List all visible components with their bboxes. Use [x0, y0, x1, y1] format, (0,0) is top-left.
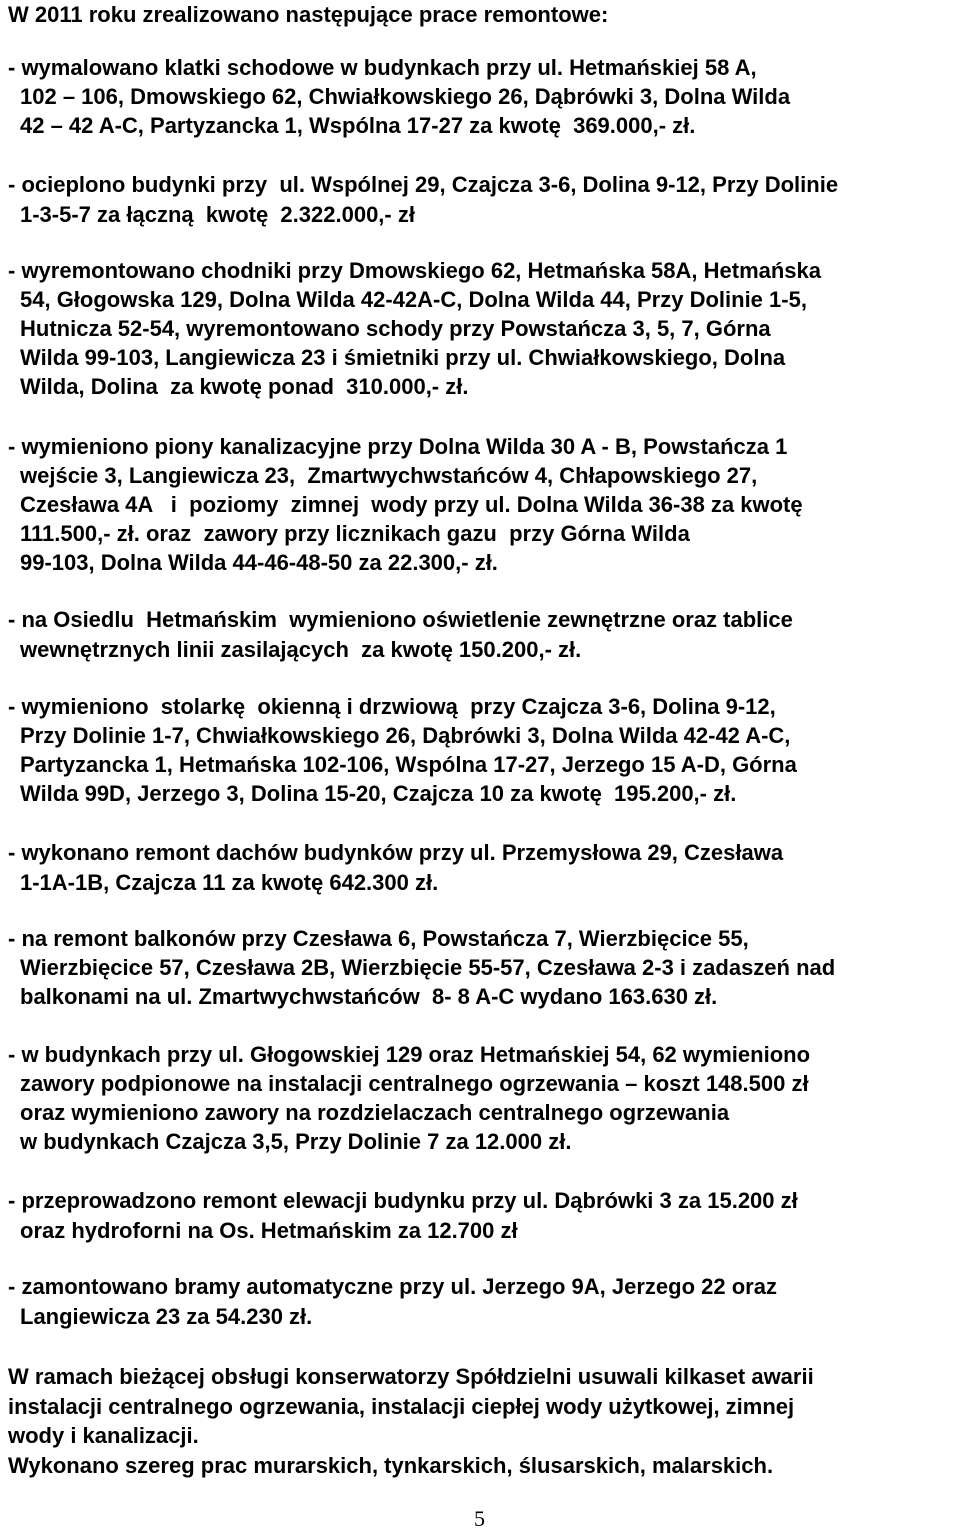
list-item-start: - wyremontowano chodniki przy Dmowskiego 62, Hetmańska 58A, Hetmańska [8, 258, 822, 283]
list-item-start: - na remont balkonów przy Czesława 6, Powstańcza 7, Wierzbięcice 55, [8, 926, 749, 951]
list-item-continuation: Hutnicza 52-54, wyremontowano schody przy Powstańcza 3, 5, 7, Górna [20, 316, 771, 341]
closing-line: W ramach bieżącej obsługi konserwatorzy Spółdzielni usuwali kilkaset awarii [8, 1364, 814, 1389]
list-item-continuation: Czesława 4A i poziomy zimnej wody przy ul. Dolna Wilda 36-38 za kwotę [20, 492, 803, 517]
list-item-continuation: 99-103, Dolna Wilda 44-46-48-50 za 22.300,- zł. [20, 550, 498, 575]
list-item-start: - zamontowano bramy automatyczne przy ul. Jerzego 9A, Jerzego 22 oraz [8, 1274, 777, 1299]
list-item-continuation: 102 – 106, Dmowskiego 62, Chwiałkowskiego 26, Dąbrówki 3, Dolna Wilda [20, 84, 791, 109]
list-item-start: - w budynkach przy ul. Głogowskiej 129 oraz Hetmańskiej 54, 62 wymieniono [8, 1042, 811, 1067]
list-item-continuation: 1-3-5-7 za łączną kwotę 2.322.000,- zł [20, 202, 415, 227]
list-item-start: - wykonano remont dachów budynków przy ul. Przemysłowa 29, Czesława [8, 840, 784, 865]
list-item-continuation: 1-1A-1B, Czajcza 11 za kwotę 642.300 zł. [20, 870, 439, 895]
list-item-continuation: Przy Dolinie 1-7, Chwiałkowskiego 26, Dąbrówki 3, Dolna Wilda 42-42 A-C, [20, 723, 791, 748]
list-item-continuation: wewnętrznych linii zasilających za kwotę 150.200,- zł. [20, 637, 582, 662]
list-item-start: - wymieniono stolarkę okienną i drzwiową przy Czajcza 3-6, Dolina 9-12, [8, 694, 776, 719]
list-item-continuation: w budynkach Czajcza 3,5, Przy Dolinie 7 za 12.000 zł. [20, 1129, 572, 1154]
page-number: 5 [474, 1506, 485, 1531]
list-item-continuation: Wierzbięcice 57, Czesława 2B, Wierzbięcie 55-57, Czesława 2-3 i zadaszeń nad [20, 955, 836, 980]
list-item-continuation: oraz hydroforni na Os. Hetmańskim za 12.700 zł [20, 1218, 518, 1243]
list-item-continuation: 54, Głogowska 129, Dolna Wilda 42-42A-C, Dolna Wilda 44, Przy Dolinie 1-5, [20, 287, 807, 312]
list-item-start: - ocieplono budynki przy ul. Wspólnej 29, Czajcza 3-6, Dolina 9-12, Przy Dolinie [8, 172, 839, 197]
list-item-start: - przeprowadzono remont elewacji budynku przy ul. Dąbrówki 3 za 15.200 zł [8, 1188, 798, 1213]
list-item-continuation: Wilda 99D, Jerzego 3, Dolina 15-20, Czajcza 10 za kwotę 195.200,- zł. [20, 781, 737, 806]
list-item-continuation: oraz wymieniono zawory na rozdzielaczach centralnego ogrzewania [20, 1100, 730, 1125]
list-item-continuation: 42 – 42 A-C, Partyzancka 1, Wspólna 17-27 za kwotę 369.000,- zł. [20, 113, 696, 138]
list-item-start: - na Osiedlu Hetmańskim wymieniono oświetlenie zewnętrzne oraz tablice [8, 607, 793, 632]
list-item-start: - wymieniono piony kanalizacyjne przy Dolna Wilda 30 A - B, Powstańcza 1 [8, 434, 788, 459]
page-title: W 2011 roku zrealizowano następujące prace remontowe: [8, 2, 609, 27]
list-item-start: - wymalowano klatki schodowe w budynkach przy ul. Hetmańskiej 58 A, [8, 55, 757, 80]
list-item-continuation: wejście 3, Langiewicza 23, Zmartwychwstańców 4, Chłapowskiego 27, [20, 463, 758, 488]
closing-line: wody i kanalizacji. [8, 1423, 199, 1448]
closing-line: instalacji centralnego ogrzewania, instalacji ciepłej wody użytkowej, zimnej [8, 1394, 795, 1419]
list-item-continuation: Wilda, Dolina za kwotę ponad 310.000,- zł. [20, 374, 469, 399]
list-item-continuation: Langiewicza 23 za 54.230 zł. [20, 1304, 313, 1329]
list-item-continuation: 111.500,- zł. oraz zawory przy licznikach gazu przy Górna Wilda [20, 521, 690, 546]
list-item-continuation: Wilda 99-103, Langiewicza 23 i śmietniki przy ul. Chwiałkowskiego, Dolna [20, 345, 786, 370]
list-item-continuation: balkonami na ul. Zmartwychwstańców 8- 8 A-C wydano 163.630 zł. [20, 984, 718, 1009]
closing-line: Wykonano szereg prac murarskich, tynkarskich, ślusarskich, malarskich. [8, 1453, 774, 1478]
list-item-continuation: zawory podpionowe na instalacji centralnego ogrzewania – koszt 148.500 zł [20, 1071, 809, 1096]
list-item-continuation: Partyzancka 1, Hetmańska 102-106, Wspólna 17-27, Jerzego 15 A-D, Górna [20, 752, 797, 777]
